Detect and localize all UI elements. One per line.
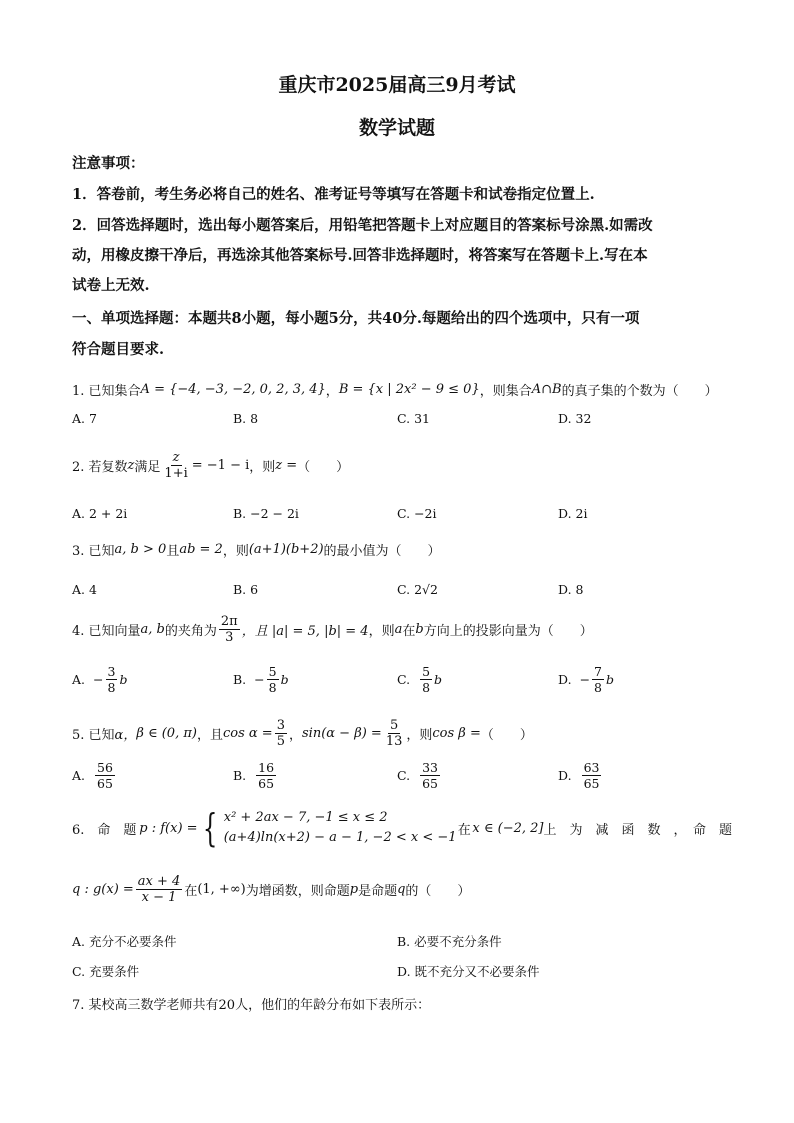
q4-angle-num: 2π bbox=[220, 614, 238, 629]
q4-option-d-num: 7 bbox=[594, 664, 602, 679]
q2-tail: （ ） bbox=[297, 460, 350, 475]
question-6 bbox=[72, 808, 732, 848]
q4-option-d-fraction bbox=[592, 664, 604, 695]
q4-post: ，则 bbox=[368, 624, 395, 639]
section-1-heading-cont: 符合题目要求. bbox=[72, 341, 165, 358]
q4-option-c-fraction bbox=[420, 664, 432, 695]
q1-set-b: B = {x | 2x² − 9 ≤ 0} bbox=[338, 382, 480, 397]
q6-post: 上 为 减 函 数 ， 命 题 bbox=[543, 822, 732, 838]
q5-option-d-den: 65 bbox=[583, 776, 600, 791]
q2-pre: 2. 若复数 bbox=[72, 460, 128, 475]
q1-set-a: A = {−4, −3, −2, 0, 2, 3, 4} bbox=[140, 382, 326, 397]
q6-case-1: x² + 2ax − 7, −1 ≤ x ≤ 2 bbox=[223, 810, 388, 825]
q4-in: 在 bbox=[402, 624, 416, 639]
q5-option-d-label: D. bbox=[558, 768, 572, 783]
q6-q-def: q : g(x) = bbox=[72, 882, 134, 897]
q4-option-c[interactable] bbox=[397, 664, 442, 695]
q5-sin-pre: sin(α − β) = bbox=[302, 726, 382, 741]
q6-in: 在 bbox=[457, 822, 471, 838]
q4-option-a-vec: b bbox=[119, 672, 128, 687]
q4-pre: 4. 已知向量 bbox=[72, 624, 141, 639]
q3-pre: 3. 已知 bbox=[72, 544, 115, 559]
q5-option-c-fraction bbox=[420, 760, 440, 791]
q5-option-b-den: 65 bbox=[258, 776, 275, 791]
q3-expr: (a+1)(b+2) bbox=[248, 542, 324, 557]
q5-cos-num: 3 bbox=[276, 718, 285, 733]
q4-option-b-den: 8 bbox=[268, 680, 277, 695]
q4-option-a[interactable] bbox=[72, 664, 127, 695]
q6-g-num: ax + 4 bbox=[137, 874, 181, 889]
q6-is: 是命题 bbox=[358, 884, 398, 899]
q2-mid: 满足 bbox=[134, 460, 161, 475]
q5-cos-pre: cos α = bbox=[222, 726, 273, 741]
q6-p-symbol: p bbox=[349, 882, 359, 897]
q4-option-c-label: C. bbox=[397, 672, 411, 687]
q6-piecewise bbox=[198, 808, 457, 848]
q5-sin-den: 13 bbox=[385, 734, 403, 749]
q5-sin-num: 5 bbox=[389, 718, 399, 733]
q4-option-b-num: 5 bbox=[268, 664, 277, 679]
q5-option-a-num: 56 bbox=[97, 760, 113, 775]
question-4 bbox=[72, 614, 732, 645]
q2-denominator: 1+i bbox=[164, 466, 188, 481]
q1-sep: ， bbox=[325, 384, 339, 399]
q4-option-b-vec: b bbox=[280, 672, 289, 687]
q5-beta: β ∈ (0, π) bbox=[136, 726, 197, 741]
q5-ask: cos β = bbox=[432, 726, 481, 741]
q5-mid: ，且 bbox=[196, 728, 223, 743]
q6-option-b[interactable]: B. 必要不充分条件 bbox=[397, 934, 502, 949]
q5-option-a-label: A. bbox=[72, 768, 86, 783]
notice-heading: 注意事项： bbox=[72, 155, 145, 172]
q6-tail: 的（ ） bbox=[405, 884, 471, 899]
q5-tail: （ ） bbox=[480, 728, 533, 743]
q4-option-b-sign: − bbox=[254, 672, 265, 687]
brace-icon: { bbox=[202, 806, 217, 850]
q3-option-c[interactable]: C. 2√2 bbox=[397, 582, 438, 597]
q4-option-a-num: 3 bbox=[107, 664, 116, 679]
q5-cos-fraction bbox=[275, 718, 287, 749]
q4-option-a-den: 8 bbox=[107, 680, 116, 695]
q5-option-b[interactable] bbox=[233, 760, 278, 791]
q2-z: z bbox=[127, 458, 135, 473]
q6-option-c[interactable]: C. 充要条件 bbox=[72, 964, 140, 979]
q1-post: ，则集合 bbox=[479, 384, 532, 399]
q4-condition: ，且 |a| = 5, |b| = 4 bbox=[241, 624, 369, 639]
notice-item-2-line-1: 2．回答选择题时，选出每小题答案后，用铅笔把答题卡上对应题目的答案标号涂黑.如需改 bbox=[72, 217, 653, 234]
q4-option-d[interactable] bbox=[558, 664, 614, 695]
q4-option-b[interactable] bbox=[233, 664, 289, 695]
q5-option-c-den: 65 bbox=[422, 776, 438, 791]
q6-case-2: (a+4)ln(x+2) − a − 1, −2 < x < −1 bbox=[223, 830, 457, 845]
q3-cond-2: ab = 2 bbox=[179, 542, 223, 557]
q5-option-c[interactable] bbox=[397, 760, 442, 791]
q5-option-a-fraction bbox=[95, 760, 115, 791]
exam-title: 重庆市2025届高三9月考试 bbox=[278, 74, 516, 96]
q2-option-b[interactable]: B. −2 − 2i bbox=[233, 506, 299, 521]
q6-q-interval: (1, +∞) bbox=[197, 882, 246, 897]
q4-vec-a: a bbox=[394, 622, 403, 637]
q5-post: ，则 bbox=[406, 728, 433, 743]
q4-tail: 方向上的投影向量为（ ） bbox=[423, 624, 593, 639]
section-1-heading: 一、单项选择题：本题共8小题，每小题5分，共40分.每题给出的四个选项中，只有一项 bbox=[72, 310, 640, 327]
q3-option-a[interactable]: A. 4 bbox=[72, 582, 97, 597]
question-7: 7. 某校高三数学老师共有20人，他们的年龄分布如下表所示： bbox=[72, 998, 431, 1013]
q6-g-fraction bbox=[136, 874, 183, 905]
q4-option-d-label: D. bbox=[558, 672, 572, 687]
q3-option-d[interactable]: D. 8 bbox=[558, 582, 584, 597]
q4-option-c-vec: b bbox=[434, 672, 443, 687]
q2-option-d[interactable]: D. 2i bbox=[558, 506, 588, 521]
q4-angle-den: 3 bbox=[225, 630, 234, 645]
q5-pre: 5. 已知 bbox=[72, 728, 115, 743]
q6-q-symbol: q bbox=[397, 882, 406, 897]
q4-option-a-label: A. bbox=[72, 672, 86, 687]
q2-ask: z = bbox=[275, 458, 298, 473]
q4-mid: 的夹角为 bbox=[164, 624, 217, 639]
q2-option-a[interactable]: A. 2 + 2i bbox=[72, 506, 128, 521]
q1-pre: 1. 已知集合 bbox=[72, 384, 141, 399]
q1-option-c[interactable]: C. 31 bbox=[397, 411, 430, 426]
q4-option-d-den: 8 bbox=[594, 680, 602, 695]
q2-numerator: z bbox=[172, 450, 180, 465]
q5-alpha: α， bbox=[114, 728, 137, 743]
q5-sin-fraction bbox=[384, 718, 405, 749]
q4-option-d-vec: b bbox=[606, 672, 615, 687]
q4-option-c-num: 5 bbox=[422, 664, 431, 679]
q5-option-b-num: 16 bbox=[258, 760, 275, 775]
q2-fraction bbox=[162, 450, 189, 481]
q4-angle-fraction bbox=[219, 614, 240, 645]
q6-domain: x ∈ (−2, 2] bbox=[472, 820, 544, 836]
q6-pre: 6. 命 题 bbox=[72, 822, 137, 838]
q4-option-c-den: 8 bbox=[422, 680, 431, 695]
q5-option-d-fraction bbox=[582, 760, 602, 791]
q1-option-b[interactable]: B. 8 bbox=[233, 411, 259, 426]
q1-ask: 的真子集的个数为（ ） bbox=[561, 384, 718, 399]
q5-option-d-num: 63 bbox=[583, 760, 600, 775]
q6-option-a[interactable]: A. 充分不必要条件 bbox=[72, 934, 177, 949]
q4-option-b-label: B. bbox=[233, 672, 247, 687]
q2-rhs: = −1 − i bbox=[191, 458, 250, 473]
q1-option-d[interactable]: D. 32 bbox=[558, 411, 592, 426]
question-5 bbox=[72, 718, 732, 749]
q1-intersection: A∩B bbox=[531, 382, 562, 397]
q5-sep: ， bbox=[288, 728, 302, 743]
q6-q-post: 为增函数，则命题 bbox=[245, 884, 350, 899]
notice-item-1: 1．答卷前，考生务必将自己的姓名、准考证号等填写在答题卡和试卷指定位置上. bbox=[72, 186, 595, 203]
q4-option-d-sign: − bbox=[579, 672, 591, 687]
q5-option-c-num: 33 bbox=[422, 760, 438, 775]
q6-option-d[interactable]: D. 既不充分又不必要条件 bbox=[397, 964, 540, 979]
q3-option-b[interactable]: B. 6 bbox=[233, 582, 259, 597]
q4-vec-b: b bbox=[415, 622, 424, 637]
notice-item-2-line-3: 试卷上无效. bbox=[72, 277, 150, 294]
question-2 bbox=[72, 450, 732, 481]
q5-option-a-den: 65 bbox=[97, 776, 113, 791]
q5-cos-den: 5 bbox=[276, 734, 285, 749]
q4-option-b-fraction bbox=[267, 664, 279, 695]
q4-option-a-sign: − bbox=[93, 672, 104, 687]
q5-option-d[interactable] bbox=[558, 760, 603, 791]
q6-p-def: p : f(x) = bbox=[139, 820, 198, 836]
q2-post: ，则 bbox=[249, 460, 276, 475]
question-6-cont bbox=[72, 874, 732, 905]
q4-vectors: a, b bbox=[140, 622, 165, 637]
notice-item-2-line-2: 动，用橡皮擦干净后，再选涂其他答案标号.回答非选择题时，将答案写在答题卡上.写在本 bbox=[72, 247, 648, 264]
exam-subject: 数学试题 bbox=[358, 117, 435, 139]
q5-option-b-label: B. bbox=[233, 768, 247, 783]
q3-cond-1: a, b > 0 bbox=[114, 542, 167, 557]
q3-post: ，则 bbox=[222, 544, 249, 559]
q5-option-b-fraction bbox=[256, 760, 276, 791]
q5-option-c-label: C. bbox=[397, 768, 411, 783]
question-3 bbox=[72, 540, 732, 559]
q4-option-a-fraction bbox=[106, 664, 118, 695]
q3-mid: 且 bbox=[166, 544, 180, 559]
q3-tail: 的最小值为（ ） bbox=[323, 544, 441, 559]
q5-option-a[interactable] bbox=[72, 760, 117, 791]
q1-option-a[interactable]: A. 7 bbox=[72, 411, 97, 426]
q2-option-c[interactable]: C. −2i bbox=[397, 506, 437, 521]
q6-q-mid: 在 bbox=[184, 884, 198, 899]
question-1 bbox=[72, 380, 732, 399]
q6-g-den: x − 1 bbox=[141, 890, 177, 905]
